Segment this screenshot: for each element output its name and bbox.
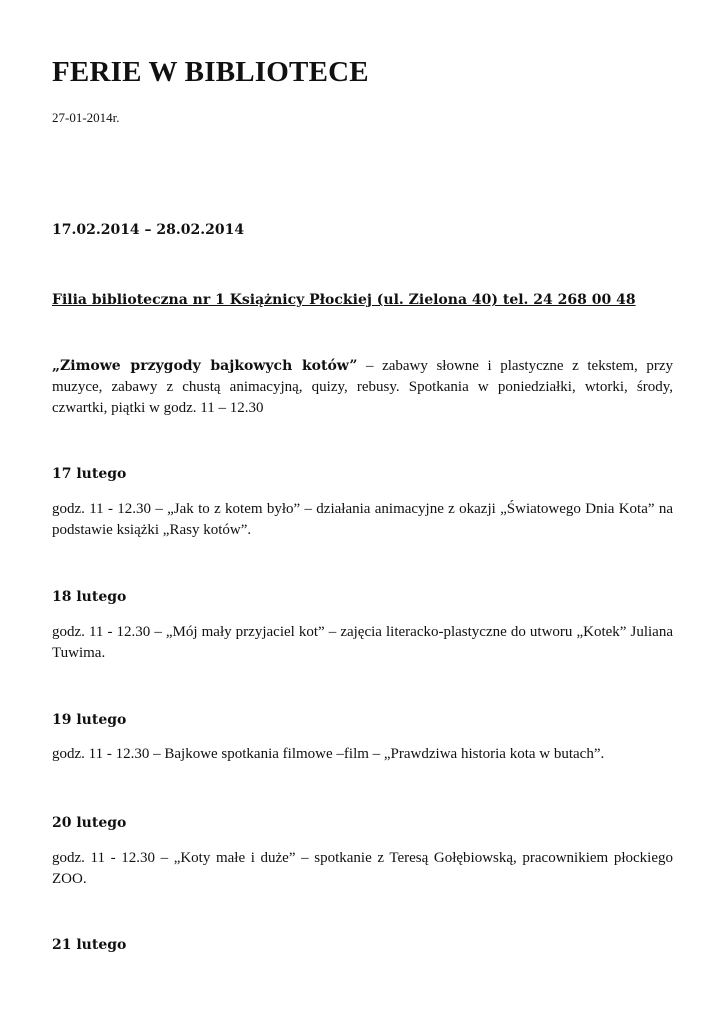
day-time: godz. 11 - 12.30	[52, 850, 155, 866]
day-heading: 21 lutego	[52, 937, 127, 953]
day-paragraph	[52, 622, 673, 664]
day-time: godz. 11 - 12.30	[52, 501, 152, 517]
event-period: 17.02.2014 – 28.02.2014	[52, 222, 245, 238]
day-time: godz. 11 - 12.30	[52, 746, 150, 762]
day-paragraph	[52, 744, 673, 765]
day-heading: 17 lutego	[52, 466, 127, 482]
day-heading: 20 lutego	[52, 815, 127, 831]
day-heading: 19 lutego	[52, 712, 127, 728]
day-text: – „Jak to z kotem było” – działania animacyjne z okazji „Światowego Dnia Kota” na podstawie książki „Rasy kotów”.	[52, 501, 673, 538]
intro-text: – zabawy słowne i plastyczne z tekstem, przy muzyce, zabawy z chustą animacyjną, quizy, rebusy. Spotkania w poniedziałki, wtorki, środy, czwartki, piątki w godz. 11 – 12.30	[52, 358, 674, 416]
day-paragraph	[52, 499, 673, 541]
day-text: – „Koty małe i duże” – spotkanie z Teresą Gołębiowską, pracownikiem płockiego ZOO.	[52, 850, 673, 887]
day-text: – Bajkowe spotkania filmowe –film – „Prawdziwa historia kota w butach”.	[149, 746, 605, 762]
publication-date: 27-01-2014r.	[52, 110, 120, 125]
intro-title: „Zimowe przygody bajkowych kotów”	[52, 358, 358, 374]
day-text: – „Mój mały przyjaciel kot” – zajęcia literacko-plastyczne do utworu „Kotek” Juliana Tuwima.	[52, 624, 673, 661]
page-title: FERIE W BIBLIOTECE	[52, 56, 369, 88]
day-time: godz. 11 - 12.30	[52, 624, 151, 640]
day-heading: 18 lutego	[52, 589, 127, 605]
intro-paragraph	[52, 356, 673, 419]
day-paragraph	[52, 848, 673, 890]
branch-info: Filia biblioteczna nr 1 Książnicy Płockiej (ul. Zielona 40) tel. 24 268 00 48	[52, 292, 636, 308]
